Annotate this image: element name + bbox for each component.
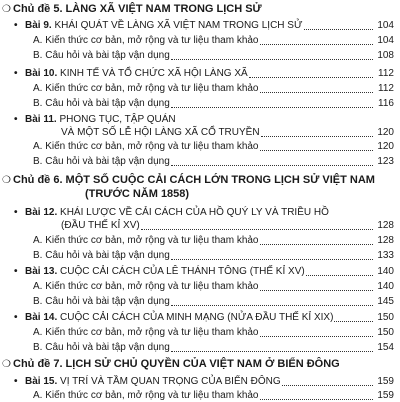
section-heading[interactable] — [2, 174, 396, 187]
dot-leader — [260, 328, 374, 337]
section-title: Chủ đề 5. LÀNG XÃ VIỆT NAM TRONG LỊCH SỬ — [13, 3, 262, 15]
dot-leader — [171, 157, 373, 166]
dot-leader — [261, 128, 373, 137]
lesson-entry[interactable] — [14, 375, 394, 388]
lesson-entry[interactable] — [61, 126, 394, 139]
page-number: 112 — [378, 68, 394, 79]
page-number: 104 — [377, 35, 394, 46]
subitem-text: B. Câu hỏi và bài tập vận dụng — [33, 342, 170, 353]
subitem-entry[interactable] — [33, 49, 394, 62]
dot-leader — [260, 36, 374, 45]
section-heading[interactable] — [2, 358, 396, 371]
dot-leader — [260, 236, 374, 245]
section-title-continued: (TRƯỚC NĂM 1858) — [85, 188, 190, 200]
lesson-number: Bài 13. — [25, 266, 58, 277]
page-number: 140 — [377, 266, 394, 277]
lesson-number: Bài 14. — [25, 312, 58, 323]
bullet-icon: • — [14, 20, 18, 31]
page-number: 116 — [378, 98, 394, 109]
subitem-text: A. Kiến thức cơ bản, mở rộng và tư liệu tham khảo — [33, 390, 259, 401]
page-number: 150 — [377, 327, 394, 338]
page-number: 154 — [377, 342, 394, 353]
subitem-entry[interactable] — [33, 249, 394, 262]
bullet-icon: • — [14, 376, 18, 387]
subitem-text: A. Kiến thức cơ bản, mở rộng và tư liệu tham khảo — [33, 327, 259, 338]
lesson-title: CUỘC CẢI CÁCH CỦA LÊ THÁNH TÔNG (THẾ KỈ XV) — [60, 266, 305, 277]
lesson-title: KHÁI LƯỢC VỀ CẢI CÁCH CỦA HỒ QUÝ LY VÀ TRIỀU HỒ — [60, 207, 329, 218]
section-title: Chủ đề 6. MỘT SỐ CUỘC CẢI CÁCH LỚN TRONG LỊCH SỬ VIỆT NAM — [13, 174, 375, 186]
subitem-text: B. Câu hỏi và bài tập vận dụng — [33, 250, 170, 261]
subitem-entry[interactable] — [33, 389, 394, 402]
subitem-text: A. Kiến thức cơ bản, mở rộng và tư liệu tham khảo — [33, 141, 259, 152]
lesson-number: Bài 12. — [25, 207, 58, 218]
subitem-text: B. Câu hỏi và bài tập vận dụng — [33, 98, 170, 109]
dot-leader — [171, 99, 373, 108]
lesson-entry[interactable] — [61, 219, 394, 232]
subitem-entry[interactable] — [33, 34, 394, 47]
lesson-entry[interactable] — [14, 19, 394, 32]
lesson-title: KHÁI QUÁT VỀ LÀNG XÃ VIỆT NAM TRONG LỊCH SỬ — [54, 20, 303, 31]
page-number: 104 — [377, 20, 394, 31]
page-number: 133 — [377, 250, 394, 261]
page-number: 120 — [377, 141, 394, 152]
subitem-entry[interactable] — [33, 280, 394, 293]
bullet-icon: • — [14, 68, 18, 79]
lesson-title-continued: (ĐẦU THẾ KỈ XV) — [61, 220, 140, 231]
page-number: 159 — [377, 376, 394, 387]
dot-leader — [171, 343, 373, 352]
lesson-number: Bài 15. — [25, 376, 58, 387]
lesson-number: Bài 11. — [25, 114, 57, 125]
bullet-icon: • — [14, 266, 18, 277]
lesson-entry[interactable] — [14, 311, 394, 324]
lesson-entry-line1[interactable] — [14, 113, 176, 126]
page-number: 112 — [378, 83, 394, 94]
lesson-entry[interactable] — [14, 67, 394, 80]
page-number: 128 — [377, 220, 394, 231]
dot-leader — [260, 84, 374, 93]
lesson-entry[interactable] — [14, 265, 394, 278]
subitem-text: B. Câu hỏi và bài tập vận dụng — [33, 296, 170, 307]
page-number: 140 — [377, 281, 394, 292]
circle-marker-icon: ❍ — [2, 175, 11, 186]
dot-leader — [304, 21, 373, 30]
subitem-entry[interactable] — [33, 155, 394, 168]
subitem-text: A. Kiến thức cơ bản, mở rộng và tư liệu tham khảo — [33, 83, 259, 94]
section-title: Chủ đề 7. LỊCH SỬ CHỦ QUYỀN CỦA VIỆT NAM Ở BIỂN ĐÔNG — [13, 358, 340, 370]
subitem-text: A. Kiến thức cơ bản, mở rộng và tư liệu tham khảo — [33, 235, 259, 246]
bullet-icon: • — [14, 114, 18, 125]
subitem-text: B. Câu hỏi và bài tập vận dụng — [33, 156, 170, 167]
page-number: 159 — [377, 390, 394, 401]
page-number: 150 — [377, 312, 394, 323]
page-number: 120 — [377, 127, 394, 138]
subitem-entry[interactable] — [33, 326, 394, 339]
subitem-entry[interactable] — [33, 82, 394, 95]
subitem-text: A. Kiến thức cơ bản, mở rộng và tư liệu tham khảo — [33, 281, 259, 292]
subitem-entry[interactable] — [33, 97, 394, 110]
subitem-entry[interactable] — [33, 341, 394, 354]
circle-marker-icon: ❍ — [2, 359, 11, 370]
subitem-entry[interactable] — [33, 234, 394, 247]
lesson-number: Bài 10. — [25, 68, 58, 79]
lesson-title-continued: VÀ MỘT SỐ LỄ HỘI LÀNG XÃ CỔ TRUYỀN — [61, 127, 260, 138]
subitem-entry[interactable] — [33, 295, 394, 308]
dot-leader — [260, 282, 374, 291]
dot-leader — [171, 251, 373, 260]
dot-leader — [171, 297, 373, 306]
dot-leader — [141, 221, 373, 230]
subitem-text: B. Câu hỏi và bài tập vận dụng — [33, 50, 170, 61]
lesson-number: Bài 9. — [25, 20, 52, 31]
subitem-text: A. Kiến thức cơ bản, mở rộng và tư liệu tham khảo — [33, 35, 259, 46]
page-number: 145 — [377, 296, 394, 307]
lesson-entry-line1[interactable] — [14, 206, 329, 219]
page-number: 123 — [377, 156, 394, 167]
dot-leader — [171, 51, 373, 60]
lesson-title: VỊ TRÍ VÀ TẦM QUAN TRỌNG CỦA BIỂN ĐÔNG — [60, 376, 281, 387]
bullet-icon: • — [14, 312, 18, 323]
lesson-title: PHONG TỤC, TẬP QUÁN — [59, 114, 176, 125]
bullet-icon: • — [14, 207, 18, 218]
lesson-title: CUỘC CẢI CÁCH CỦA MINH MẠNG (NỬA ĐẦU THẾ KỈ XIX) — [60, 312, 334, 323]
dot-leader — [260, 391, 374, 400]
subitem-entry[interactable] — [33, 140, 394, 153]
page-number: 108 — [377, 50, 394, 61]
lesson-title: KINH TẾ VÀ TỔ CHỨC XÃ HỘI LÀNG XÃ — [60, 68, 248, 79]
page-number: 128 — [377, 235, 394, 246]
dot-leader — [249, 69, 373, 78]
dot-leader — [282, 377, 373, 386]
dot-leader — [334, 313, 373, 322]
dot-leader — [306, 267, 373, 276]
dot-leader — [260, 142, 374, 151]
section-heading[interactable] — [2, 3, 396, 16]
circle-marker-icon: ❍ — [2, 4, 11, 15]
